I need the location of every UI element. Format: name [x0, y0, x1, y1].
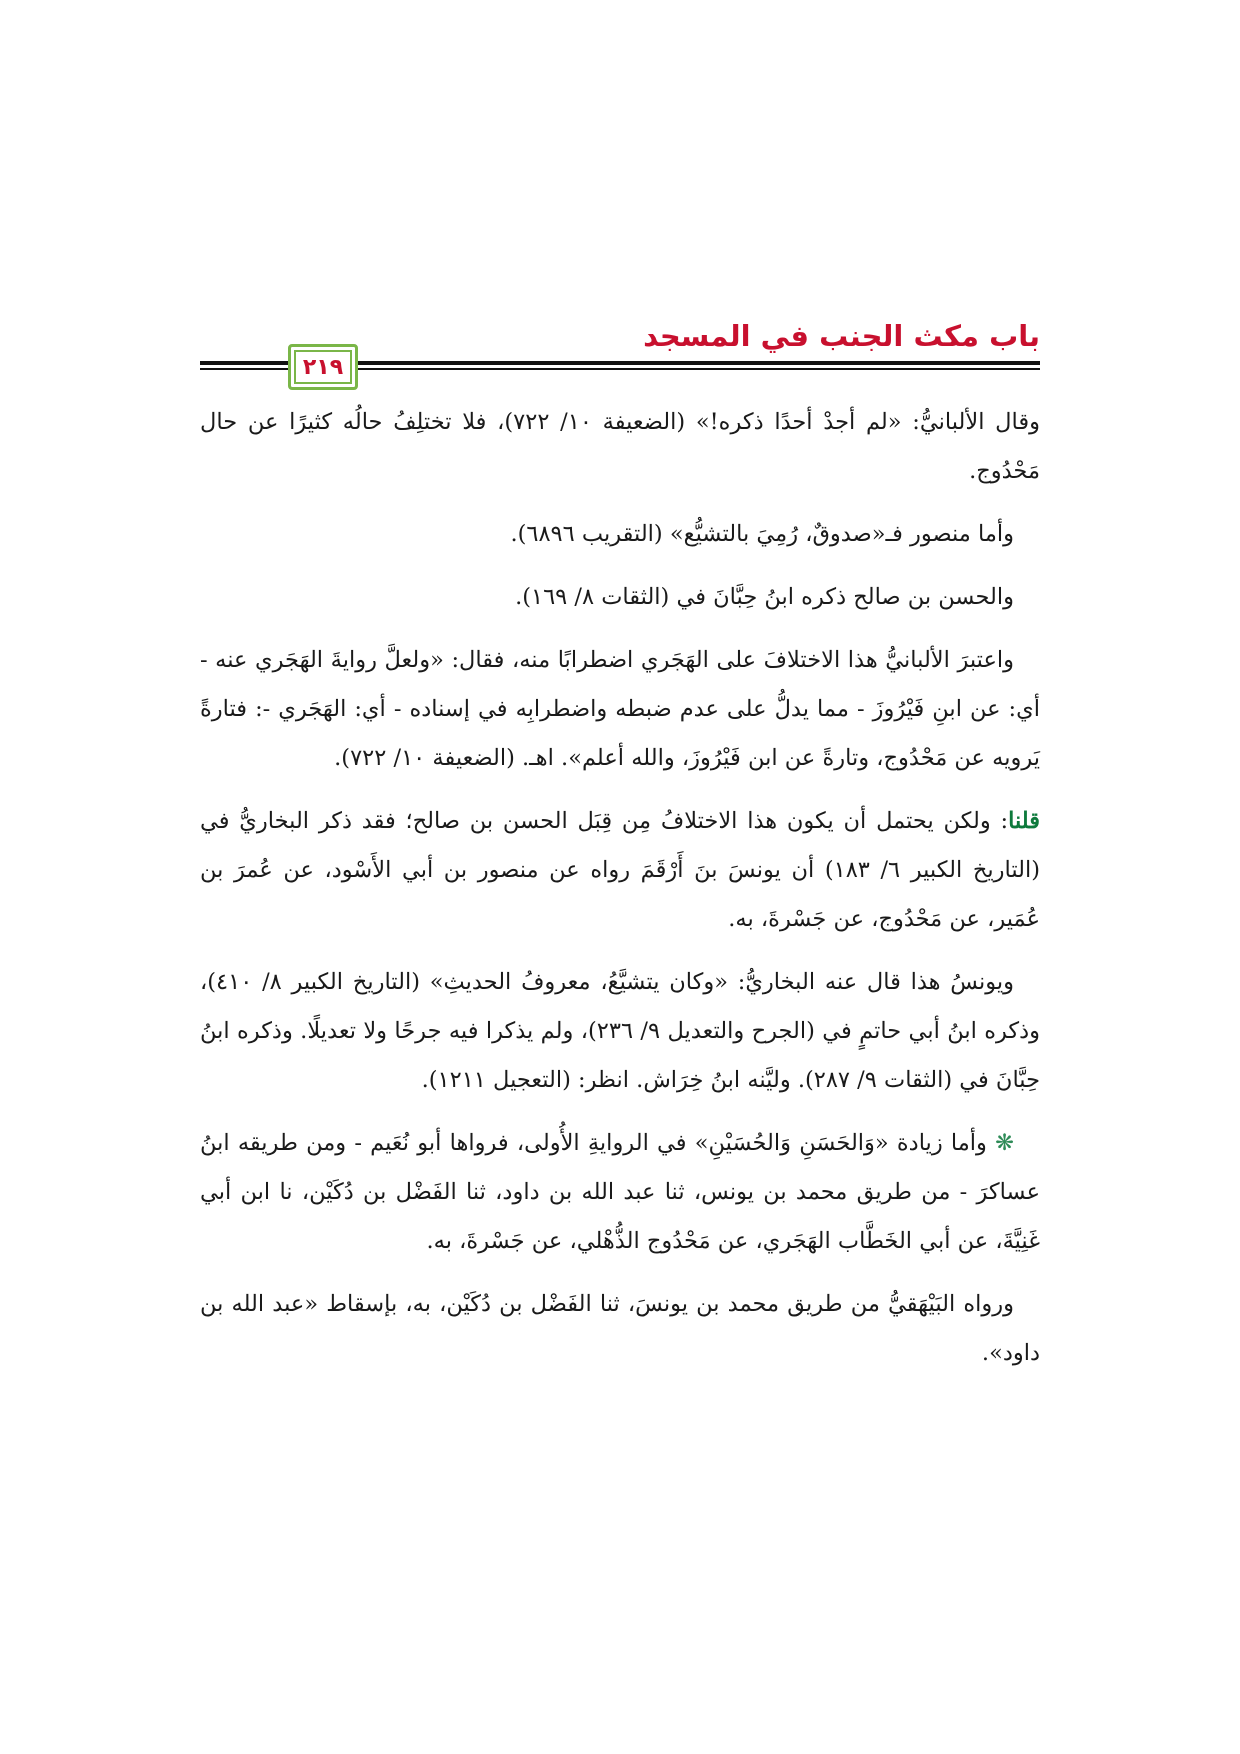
star-icon: ❋	[995, 1130, 1014, 1156]
paragraph-7	[200, 1119, 1040, 1266]
paragraph-6: ويونسُ هذا قال عنه البخاريُّ: «وكان يتشيَّعُ، معروفُ الحديثِ» (التاريخ الكبير ٨/ ٤١٠)، وذكره ابنُ أبي حاتمٍ في (الجرح والتعديل ٩/ ٢٣٦)، ولم يذكرا فيه جرحًا ولا تعديلًا. وذكره ابنُ حِبَّانَ في (الثقات ٩/ ٢٨٧). وليَّنه ابنُ خِرَاش. انظر: (التعجيل ١٢١١).	[200, 969, 1041, 1093]
paragraph-2: وأما منصور فـ«صدوقٌ، رُمِيَ بالتشيُّع» (التقريب ٦٨٩٦).	[510, 521, 1014, 547]
paragraph-7-text: وأما زيادة «وَالحَسَنِ وَالحُسَيْنِ» في الروايةِ الأُولى، فرواها أبو نُعَيم - ومن طريقه ابنُ عساكرَ - من طريق محمد بن يونس، ثنا عبد الله بن داود، ثنا الفَضْل بن دُكَيْن، نا ابن أبي غَنِيَّةَ، عن أبي الخَطَّاب الهَجَري، عن مَحْدُوج الذُّهْلي، عن جَسْرةَ، به.	[200, 1130, 1040, 1254]
page-number-badge: ٢١٩	[288, 344, 358, 390]
page-body	[200, 398, 1040, 1392]
paragraph-8: ورواه البَيْهَقيُّ من طريق محمد بن يونسَ، ثنا الفَضْل بن دُكَيْن، به، بإسقاط «عبد الله بن داود».	[200, 1291, 1040, 1366]
paragraph-1: وقال الألبانيُّ: «لم أجدْ أحدًا ذكره!» (الضعيفة ١٠/ ٧٢٢)، فلا تختلِفُ حالُه كثيرًا عن حال مَحْدُوج.	[200, 409, 1040, 484]
paragraph-3: والحسن بن صالح ذكره ابنُ حِبَّانَ في (الثقات ٨/ ١٦٩).	[515, 584, 1014, 610]
paragraph-5	[200, 797, 1040, 944]
chapter-title: باب مكث الجنب في المسجد	[643, 319, 1040, 353]
page-header	[200, 318, 1040, 380]
paragraph-4: واعتبرَ الألبانيُّ هذا الاختلافَ على الهَجَري اضطرابًا منه، فقال: «ولعلَّ روايةَ الهَجَري عنه - أي: عن ابنِ فَيْرُوزَ - مما يدلُّ على عدم ضبطه واضطرابِه في إسناده - أي: الهَجَري -: فتارةً يَرويه عن مَحْدُوج، وتارةً عن ابن فَيْرُوزَ، والله أعلم». اهـ. (الضعيفة ١٠/ ٧٢٢).	[200, 647, 1040, 771]
lead-word: قلنا	[1008, 808, 1040, 834]
paragraph-5-text: : ولكن يحتمل أن يكون هذا الاختلافُ مِن قِبَل الحسن بن صالح؛ فقد ذكر البخاريُّ في (التاريخ الكبير ٦/ ١٨٣) أن يونسَ بنَ أَرْقَمَ رواه عن منصور بن أبي الأَسْود، عن عُمرَ بن عُمَير، عن مَحْدُوج، عن جَسْرةَ، به.	[200, 808, 1041, 932]
